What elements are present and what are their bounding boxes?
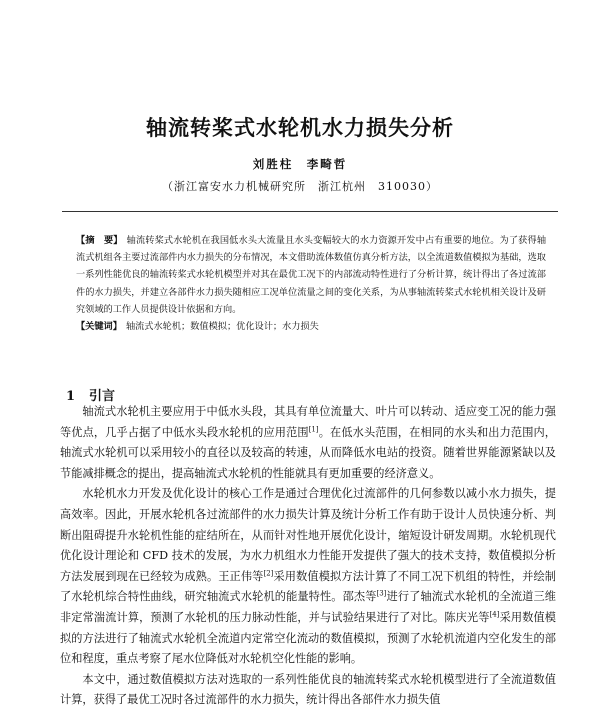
citation-1: [1] [308,424,319,433]
header-divider [62,211,558,212]
p1-text: 轴流式水轮机主要应用于中低水头段，其具有单位流量大、叶片可以转动、适应变工况的能力强等优点，几乎占据了中低水头段水轮机的应用范围 [60,405,556,439]
citation-3: [3] [376,589,387,598]
abstract-label: 【摘 要】 [76,235,123,246]
citation-2: [2] [263,569,274,578]
abstract-paragraph [76,232,546,318]
abstract-block [76,232,546,335]
body-paragraph-1 [60,402,556,484]
paper-affiliation: （浙江富安水力机械研究所 浙江杭州 310030） [162,180,438,193]
body-paragraph-2 [60,484,556,669]
p2-text-a: 水轮机水力开发及优化设计的核心工作是通过合理优化过流部件的几何参数以减小水力损失，提高效率。因此，开展水轮机各过流部件的水力损失计算及统计分析工作有助于设计人员快速分析、判断出阻碍提升水轮机性能的症结所在，从而针对性地开展优化设计，缩短设计研发周期。水轮机现代优化设计理论和 CFD 技术的发展，为水力机组水力性能开发提供了强大的技术支持，数值模拟分析方法发展到现在已经较为成熟。王正伟等 [60,487,556,583]
citation-4: [4] [489,610,500,619]
p3-text: 本文中，通过数值模拟方法对选取的一系列性能优良的轴流转桨式水轮机模型进行了全流道数值计算，获得了最优工况时各过流部件的水力损失，统计得出各部件水力损失值 [60,672,556,707]
p2-text-d: 采用数值模拟的方法进行了轴流式水轮机全流道内定常空化流动的数值模拟，预测了水轮机流道内空化发生的部位和程度，重点考察了尾水位降低对水轮机空化性能的影响。 [60,610,556,666]
keywords-text: 轴流式水轮机；数值模拟；优化设计；水力损失 [125,321,319,333]
section-number: 1 [66,389,76,404]
keywords-label: 【关键词】 [76,321,122,333]
paper-authors: 刘胜柱 李畸哲 [252,157,348,171]
abstract-text: 轴流转桨式水轮机在我国低水头大流量且水头变幅较大的水力资源开发中占有重要的地位。为了获得轴流式机组各主要过流部件内水力损失的分布情况，本文借助流体数值仿真分析方法，以全流道数值模拟为基础，选取一系列性能优良的轴流转桨式水轮机模型并对其在最优工况下的内部流动特性进行了分析计算，统计得出了各过流部件的水力损失，并建立各部件水力损失随相应工况单位流量之间的变化关系，为从事轴流转桨式水轮机相关设计及研究领域的工作人员提供设计依据和方向。 [76,235,547,315]
section-title: 引言 [89,389,116,404]
body-paragraph-3 [60,670,556,711]
p2-text-b: 采用数值模拟方法计算了不同工况下机组的特性，并绘制了水轮机综合特性曲线，研究轴流式水轮机的能量特性。邵杰等 [60,569,556,604]
p2-text-c: 进行了轴流式水轮机的全流道三维非定常湍流计算，预测了水轮机的压力脉动性能，并与试验结果进行了对比。陈庆光等 [60,590,556,624]
paper-title: 轴流转桨式水轮机水力损失分析 [146,115,454,140]
body-text [60,402,556,711]
keywords-paragraph [76,318,546,335]
p1-rest: 。在低水头范围，在相同的水头和出力范围内，轴流式水轮机可以采用较小的直径以及较高的转速，从而降低水电站的投资。随着世界能源紧缺以及节能减排概念的提出，提高轴流式水轮机的性能就具有更加重要的经济意义。 [60,425,556,480]
